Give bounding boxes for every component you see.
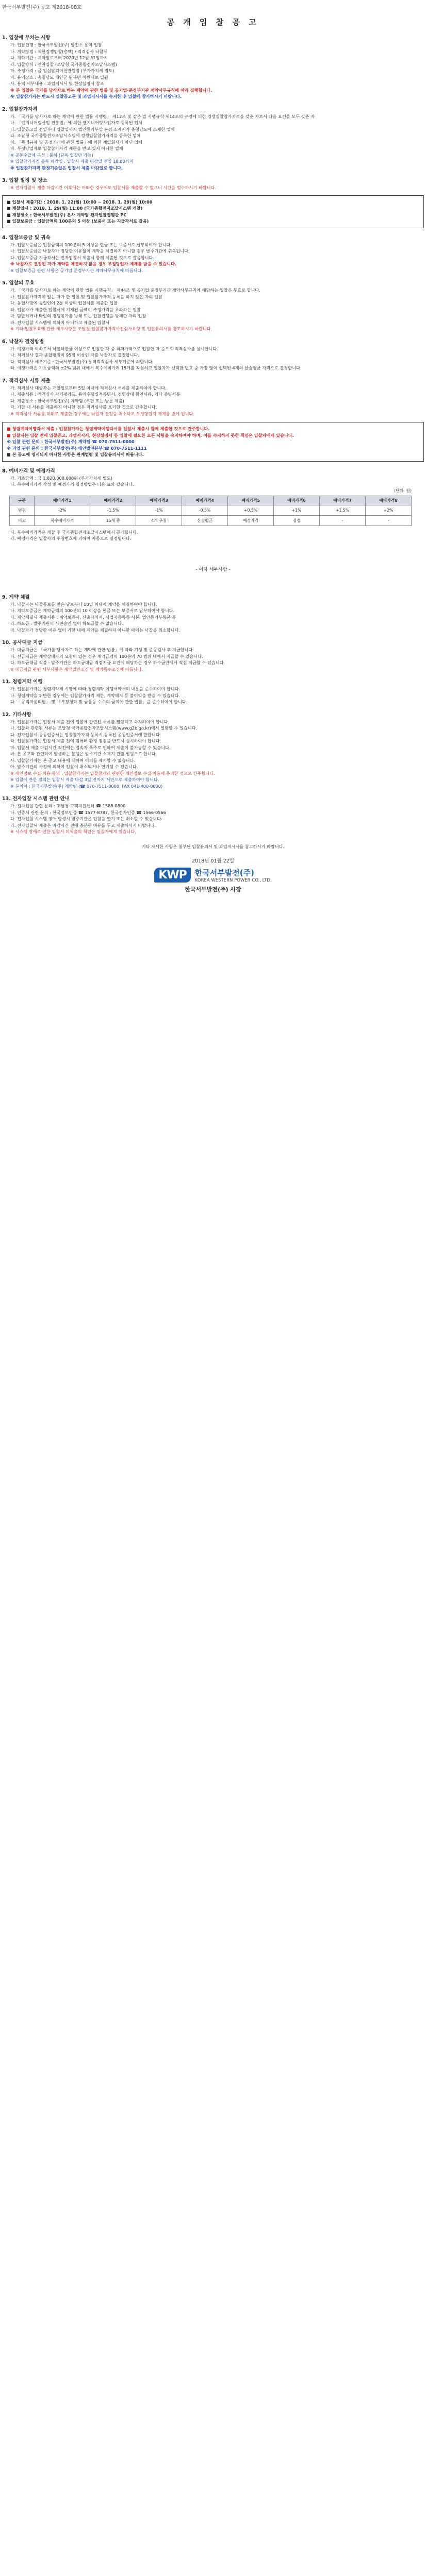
section-1-line: 사. 용역 세부내용 : 과업지시서 및 현장설명서 참조 — [10, 81, 104, 86]
page-title: 공 개 입 찰 공 고 — [167, 18, 259, 27]
section-5-line: 라. 입찰자가 제출한 입찰서에 기재된 금액이 추정가격을 초과하는 입찰 — [10, 307, 141, 312]
section-12-line: 나. 입찰과 관련된 서류는 조달청 국가종합전자조달시스템(www.g2b.go.kr)에서 열람할 수 있습니다. — [10, 725, 198, 731]
section-2-heading: 2. 입찰참가자격 — [2, 106, 38, 112]
closing-text: 기타 자세한 사항은 첨부된 입찰유의서 및 과업지시서를 참고하시기 바랍니다. — [141, 843, 285, 849]
section-8-line: 나. 복수예비가격 작성 및 예정가격 결정방법은 다음 표와 같습니다. — [10, 482, 134, 487]
section-12-line: 마. 입찰서 제출 마감시간 직전에는 접속자 폭주로 인하여 제출이 불가능할 수 있습니다. — [10, 744, 171, 750]
issuer-line: 한국서부발전(주) 사장 — [185, 886, 241, 893]
section-12-blue-note: ※ 문의처 : 한국서부발전(주) 계약팀 (☎ 070-7511-0000, FAX 041-400-0000) — [10, 783, 163, 789]
section-12-line: 사. 입찰참가자는 본 공고 내용에 대하여 이의를 제기할 수 없습니다. — [10, 757, 136, 763]
section-4-heading: 4. 입찰보증금 및 귀속 — [2, 234, 51, 241]
section-13-line: 가. 전자입찰 관련 문의 : 조달청 고객지원센터 ☎ 1588-0800 — [10, 803, 126, 808]
section-8-line: 가. 기초금액 : 금 1,820,000,000원 (부가가치세 별도) — [10, 475, 112, 481]
section-8-heading: 8. 예비가격 및 예정가격 — [2, 468, 55, 474]
table-cell: +0.5% — [228, 505, 274, 515]
notice-red-line: ■ 청렴계약이행각서 제출 : 입찰참가자는 청렴계약이행각서를 입찰서 제출시 함께 제출한 것으로 간주합니다. — [7, 426, 210, 431]
section-2-blue-note: ※ 입찰참가자격 등록 마감일 : 입찰서 제출 마감일 전일 18:00까지 — [10, 159, 134, 164]
section-8-line: 라. 예정가격은 입찰자의 추첨번호에 의하여 자동으로 결정됩니다. — [10, 536, 132, 541]
section-1-line: 바. 용역장소 : 충청남도 태안군 원북면 이원대로 일원 — [10, 74, 108, 80]
section-13 — [2, 794, 424, 835]
section-11 — [2, 677, 424, 705]
section-9-heading: 9. 계약 체결 — [2, 594, 30, 600]
section-7 — [2, 377, 424, 417]
section-12-line: 가. 입찰참가자는 입찰서 제출 전에 입찰에 관련된 서류를 열람하고 숙지하여야 합니다. — [10, 719, 170, 724]
section-10-heading: 10. 공사대금 지급 — [2, 640, 43, 646]
section-13-line: 나. 인증서 관련 문의 : 한국정보인증 ☎ 1577-8787, 한국전자인증 ☎ 1566-0566 — [10, 809, 166, 815]
table-cell: 산술평균 — [182, 515, 228, 526]
important-notice-box — [2, 422, 424, 462]
section-7-line: 라. 기한 내 서류를 제출하지 아니한 경우 적격심사를 포기한 것으로 간주합니다. — [10, 404, 157, 410]
notice-blue-line: ※ 과업 관련 문의 : 한국서부발전(주) 태안발전본부 ☎ 070-7511-1111 — [7, 445, 147, 451]
logo-group — [154, 867, 271, 883]
logo-text — [195, 867, 272, 883]
table-cell: -1% — [136, 505, 182, 515]
notice-page — [0, 0, 426, 910]
table-header-cell: 예비가격6 — [274, 496, 320, 505]
section-12-line: 다. 전자입찰시 공동인증서는 입찰참가자격 등록시 등록된 공동인증서에 한합니다. — [10, 732, 161, 737]
section-2-line: 바. 부정당업자로 입찰참가자격 제한을 받고 있지 아니한 업체 — [10, 146, 123, 151]
section-2-blue-note: ※ 공동수급체 구성 : 불허 (단독 입찰만 가능) — [10, 152, 93, 158]
notice-dark-line: ■ 본 공고에 명시되지 아니한 사항은 관계법령 및 입찰유의서에 따릅니다. — [7, 452, 144, 457]
table-cell: 15개 중 — [90, 515, 136, 526]
section-6-line: 가. 예정가격 이하로서 낙찰하한율 이상으로 입찰한 자 중 최저가격으로 입찰한 자 순으로 적격심사를 실시합니다. — [10, 346, 218, 351]
section-9-line: 가. 낙찰자는 낙찰통보를 받은 날로부터 10일 이내에 계약을 체결하여야 합니다. — [10, 601, 157, 607]
section-13-heading: 13. 전자입찰 시스템 관련 안내 — [2, 796, 70, 802]
table-row — [10, 505, 412, 515]
section-5-heading: 5. 입찰의 무효 — [2, 280, 35, 286]
table-header-cell: 구분 — [10, 496, 35, 505]
section-5 — [2, 279, 424, 332]
table-header-cell: 예비가격3 — [136, 496, 182, 505]
logo-mark: KWP — [154, 868, 190, 883]
section-1-blue-note: ※ 입찰참가자는 반드시 입찰공고문 및 과업지시서를 숙지한 후 입찰에 참가하시기 바랍니다. — [10, 94, 182, 99]
table-header-cell: 예비가격4 — [182, 496, 228, 505]
section-10-red-note: ※ 대금지급 관련 세부사항은 계약일반조건 및 계약특수조건에 따릅니다. — [10, 666, 143, 672]
section-11-line: 가. 입찰참가자는 청렴계약제 시행에 따라 청렴계약 이행서약서의 내용을 준수하여야 합니다. — [10, 686, 181, 691]
section-10 — [2, 638, 424, 672]
table-cell: 범위 — [10, 505, 35, 515]
table-cell: +2% — [365, 505, 411, 515]
section-5-line: 마. 담합하거나 타인의 경쟁참가를 방해 또는 입찰집행을 방해한 자의 입찰 — [10, 313, 146, 318]
section-1 — [2, 33, 424, 100]
table-caption: (단위: 원) — [394, 488, 412, 493]
section-9-line: 나. 계약보증금은 계약금액의 100분의 10 이상을 현금 또는 보증서로 납부하여야 합니다. — [10, 608, 175, 613]
section-4-red-note: ※ 낙찰자로 결정된 자가 계약을 체결하지 않을 경우 부정당업자 제재를 받을 수 있습니다. — [10, 261, 177, 266]
schedule-line: ■ 개찰일시 : 2018. 1. 29(월) 11:00 (국가종합전자조달시스템 개찰) — [7, 206, 143, 211]
section-5-line: 바. 전자입찰 시스템에 의하지 아니하고 제출된 입찰서 — [10, 319, 110, 325]
section-1-line: 나. 계약방법 : 제한경쟁입찰(총액) / 적격심사 낙찰제 — [10, 48, 108, 54]
section-12-line: 아. 발주기관의 사정에 의하여 입찰이 취소되거나 연기될 수 있습니다. — [10, 764, 138, 769]
section-4-line: 다. 입찰보증금 지급각서는 전자입찰서 제출시 함께 제출된 것으로 갈음합니다. — [10, 255, 155, 260]
section-13-line: 라. 전자입찰서 제출은 마감시간 전에 충분한 여유를 두고 제출하시기 바랍니다. — [10, 822, 156, 828]
detail-divider: - 이하 세부사항 - — [195, 567, 231, 572]
table-cell: -0.5% — [182, 505, 228, 515]
section-4-line: 나. 입찰보증금은 낙찰자가 정당한 이유없이 계약을 체결하지 아니할 경우 발주기관에 귀속됩니다. — [10, 248, 190, 253]
section-7-line: 나. 제출서류 : 적격심사 자기평가표, 용역수행실적증명서, 경영상태 확인서류, 기타 증빙서류 — [10, 392, 181, 397]
table-cell: +1.5% — [320, 505, 366, 515]
schedule-line: ■ 개찰장소 : 한국서부발전(주) 본사 계약팀 전자입찰집행관 PC — [7, 212, 127, 217]
table-cell: - — [320, 515, 366, 526]
company-logo — [2, 867, 424, 883]
logo-english-name: KOREA WESTERN POWER CO., LTD. — [194, 878, 272, 883]
section-1-line: 라. 입찰방식 : 전자입찰 (조달청 국가종합전자조달시스템) — [10, 61, 117, 67]
section-2-line: 가. 「국가를 당사자로 하는 계약에 관한 법률 시행령」 제12조 및 같은 법 시행규칙 제14조의 규정에 의한 경쟁입찰참가자격을 갖춘 자로서 다음 요건을 모두 갖춘 자 — [10, 113, 315, 119]
price-table — [9, 496, 412, 526]
table-cell: 예정가격 — [228, 515, 274, 526]
section-8-line: 다. 복수예비가격은 개찰 후 국가종합전자조달시스템에서 공개합니다. — [10, 529, 138, 535]
section-1-line: 가. 입찰건명 : 한국서부발전(주) 발전소 용역 입찰 — [10, 42, 102, 47]
table-header-cell: 예비가격8 — [365, 496, 411, 505]
section-13-line: 다. 전자입찰 시스템 장애 발생시 발주기관은 입찰을 연기 또는 취소할 수 있습니다. — [10, 816, 162, 821]
section-12-red-note: ※ 개인정보 수집·이용 동의 : 입찰참가자는 입찰참가와 관련한 개인정보 수집·이용에 동의한 것으로 간주합니다. — [10, 770, 215, 776]
section-9-line: 다. 계약체결시 제출서류 : 계약보증서, 산출내역서, 사업자등록증 사본, 법인등기부등본 등 — [10, 614, 176, 620]
section-8 — [2, 467, 424, 542]
table-cell: - — [365, 515, 411, 526]
section-2-line: 마. 「독점규제 및 공정거래에 관한 법률」에 의한 계열회사가 아닌 업체 — [10, 139, 142, 145]
section-10-line: 가. 대금지급은 「국가를 당사자로 하는 계약에 관한 법률」에 따라 기성 및 준공검사 후 지급합니다. — [10, 647, 194, 652]
section-5-line: 나. 입찰참가자격이 없는 자가 한 입찰 및 입찰참가자격 등록을 하지 않은 자의 입찰 — [10, 294, 162, 299]
section-6-line: 라. 예정가격은 기초금액의 ±2% 범위 내에서 복수예비가격 15개를 작성하고 입찰자가 선택한 번호 중 가장 많이 선택된 4개의 산술평균 가격으로 결정합니다. — [10, 365, 302, 370]
schedule-box — [2, 195, 424, 228]
notice-red-line: ■ 입찰자는 입찰 전에 입찰공고, 과업지시서, 현장설명서 등 입찰에 필요한 모든 사항을 숙지하여야 하며, 이를 숙지하지 못한 책임은 입찰자에게 있습니다. — [7, 432, 294, 438]
section-7-heading: 7. 적격심사 서류 제출 — [2, 378, 51, 384]
section-12 — [2, 710, 424, 790]
notice-blue-line: ※ 입찰 관련 문의 : 한국서부발전(주) 계약팀 ☎ 070-7511-0000 — [7, 439, 135, 444]
table-header-row — [10, 496, 412, 505]
section-13-red-note: ※ 시스템 장애로 인한 입찰서 미제출의 책임은 입찰자에게 있습니다. — [10, 829, 136, 834]
section-2-line: 라. 조달청 국가종합전자조달시스템에 경쟁입찰참가자격을 등록한 업체 — [10, 133, 141, 138]
section-4-blue-note: ※ 입찰보증금 관련 사항은 공기업·준정부기관 계약사무규칙에 따릅니다. — [10, 267, 143, 273]
schedule-line: ■ 입찰보증금 : 입찰금액의 100분의 5 이상 (보증서 또는 지급각서로 갈음) — [7, 218, 149, 224]
section-3 — [2, 176, 424, 228]
section-6-line: 다. 적격심사 세부기준 : 한국서부발전(주) 용역적격심사 세부기준에 의합니다. — [10, 359, 154, 364]
section-4 — [2, 233, 424, 274]
section-12-blue-note: ※ 입찰에 관한 질의는 입찰서 제출 마감 3일 전까지 서면으로 제출하여야 합니다. — [10, 777, 159, 782]
table-header-cell: 예비가격7 — [320, 496, 366, 505]
table-cell: -2% — [35, 505, 90, 515]
table-cell: 복수예비가격 — [35, 515, 90, 526]
section-10-line: 나. 선금지급은 계약상대자의 요청이 있는 경우 계약금액의 100분의 70 범위 내에서 지급할 수 있습니다. — [10, 653, 203, 659]
section-3-red-note: ※ 전자입찰서 제출 마감시간 이후에는 어떠한 경우에도 입찰서를 제출할 수 없으니 시간을 엄수하시기 바랍니다. — [10, 185, 217, 190]
table-cell: 4개 추첨 — [136, 515, 182, 526]
section-5-line: 가. 「국가를 당사자로 하는 계약에 관한 법률 시행규칙」 제44조 및 공기업·준정부기관 계약사무규칙에 해당하는 입찰은 무효로 합니다. — [10, 287, 260, 293]
section-6-line: 나. 적격심사 결과 종합평점이 95점 이상인 자를 낙찰자로 결정합니다. — [10, 352, 139, 358]
section-4-line: 가. 입찰보증금은 입찰금액의 100분의 5 이상을 현금 또는 보증서로 납부하여야 합니다. — [10, 242, 172, 247]
section-2-line: 나. 「엔지니어링산업 진흥법」에 의한 엔지니어링사업자로 등록된 업체 — [10, 120, 143, 125]
section-1-line: 마. 추정가격 : 금 일십팔억이천만원정 (부가가치세 별도) — [10, 68, 114, 73]
section-9-line: 마. 낙찰자가 정당한 이유 없이 기한 내에 계약을 체결하지 아니한 때에는 낙찰을 취소합니다. — [10, 627, 181, 633]
table-header-cell: 예비가격5 — [228, 496, 274, 505]
section-1-line: 다. 계약기간 : 계약일로부터 2020년 12월 31일까지 — [10, 55, 108, 60]
section-12-line: 바. 본 공고와 관련하여 발생하는 분쟁은 발주기관 소재지 관할 법원으로 합니다. — [10, 751, 157, 756]
section-11-line: 나. 청렴계약을 위반한 경우에는 입찰참가자격 제한, 계약해지 등 불이익을 받을 수 있습니다. — [10, 692, 181, 698]
section-11-line: 다. 「공직자윤리법」 및 「부정청탁 및 금품등 수수의 금지에 관한 법률」을 준수하여야 합니다. — [10, 699, 188, 704]
section-1-red-note: ※ 본 입찰은 국가를 당사자로 하는 계약에 관한 법률 및 공기업·준정부기관 계약사무규칙에 따라 집행합니다. — [10, 87, 212, 93]
table-header-cell: 예비가격2 — [90, 496, 136, 505]
logo-korean-name: 한국서부발전(주) — [194, 868, 254, 877]
table-cell: 결정 — [274, 515, 320, 526]
notice-number: 한국서부발전(주) 공고 제2018-08호 — [2, 5, 82, 10]
table-cell: 비고 — [10, 515, 35, 526]
section-2-line: 다. 입찰공고일 전일부터 입찰일까지 법인등기부상 본점 소재지가 충청남도에 소재한 업체 — [10, 126, 175, 132]
table-header-cell: 예비가격1 — [35, 496, 90, 505]
section-2 — [2, 105, 424, 172]
section-3-heading: 3. 입찰 일정 및 장소 — [2, 178, 47, 183]
section-9-line: 라. 하도급 : 발주기관의 사전승인 없이 하도급할 수 없습니다. — [10, 621, 123, 626]
section-6 — [2, 337, 424, 371]
section-7-red-note: ※ 적격심사 서류를 허위로 제출한 경우에는 낙찰자 결정을 취소하고 부정당업자 제재를 받게 됩니다. — [10, 411, 195, 416]
table-row — [10, 515, 412, 526]
section-11-heading: 11. 청렴계약 이행 — [2, 679, 43, 685]
section-1-heading: 1. 입찰에 부치는 사항 — [2, 35, 51, 41]
table-cell: +1% — [274, 505, 320, 515]
section-7-line: 가. 적격심사 대상자는 개찰일로부터 5일 이내에 적격심사 서류를 제출하여야 합니다. — [10, 385, 167, 391]
notice-date: 2018년 01월 22일 — [192, 858, 234, 864]
section-7-line: 다. 제출장소 : 한국서부발전(주) 계약팀 (우편 또는 방문 제출) — [10, 398, 124, 403]
section-2-blue-bottom: ※ 입찰참가자격 판정기준일은 입찰서 제출 마감일로 합니다. — [10, 165, 123, 171]
table-cell: -1.5% — [90, 505, 136, 515]
section-9 — [2, 593, 424, 634]
schedule-line: ■ 입찰서 제출기간 : 2018. 1. 22(월) 10:00 ~ 2018. 1. 29(월) 10:00 — [7, 199, 153, 205]
section-12-heading: 12. 기타사항 — [2, 711, 31, 718]
section-6-heading: 6. 낙찰자 결정방법 — [2, 338, 44, 345]
section-10-line: 다. 하도급대금 직불 : 발주기관은 하도급대금 직접지급 요건에 해당하는 경우 하수급인에게 직접 지급할 수 있습니다. — [10, 660, 225, 665]
section-12-line: 라. 입찰참가자는 입찰서 제출 전에 컴퓨터 환경 점검을 반드시 실시하여야 합니다. — [10, 738, 161, 743]
section-5-line: 다. 동일사항에 동일인이 2통 이상의 입찰서를 제출한 입찰 — [10, 300, 118, 306]
section-5-red-note: ※ 기타 입찰무효에 관한 세부사항은 조달청 입찰참가자격사전심사요령 및 입찰유의서를 참고하시기 바랍니다. — [10, 326, 212, 331]
